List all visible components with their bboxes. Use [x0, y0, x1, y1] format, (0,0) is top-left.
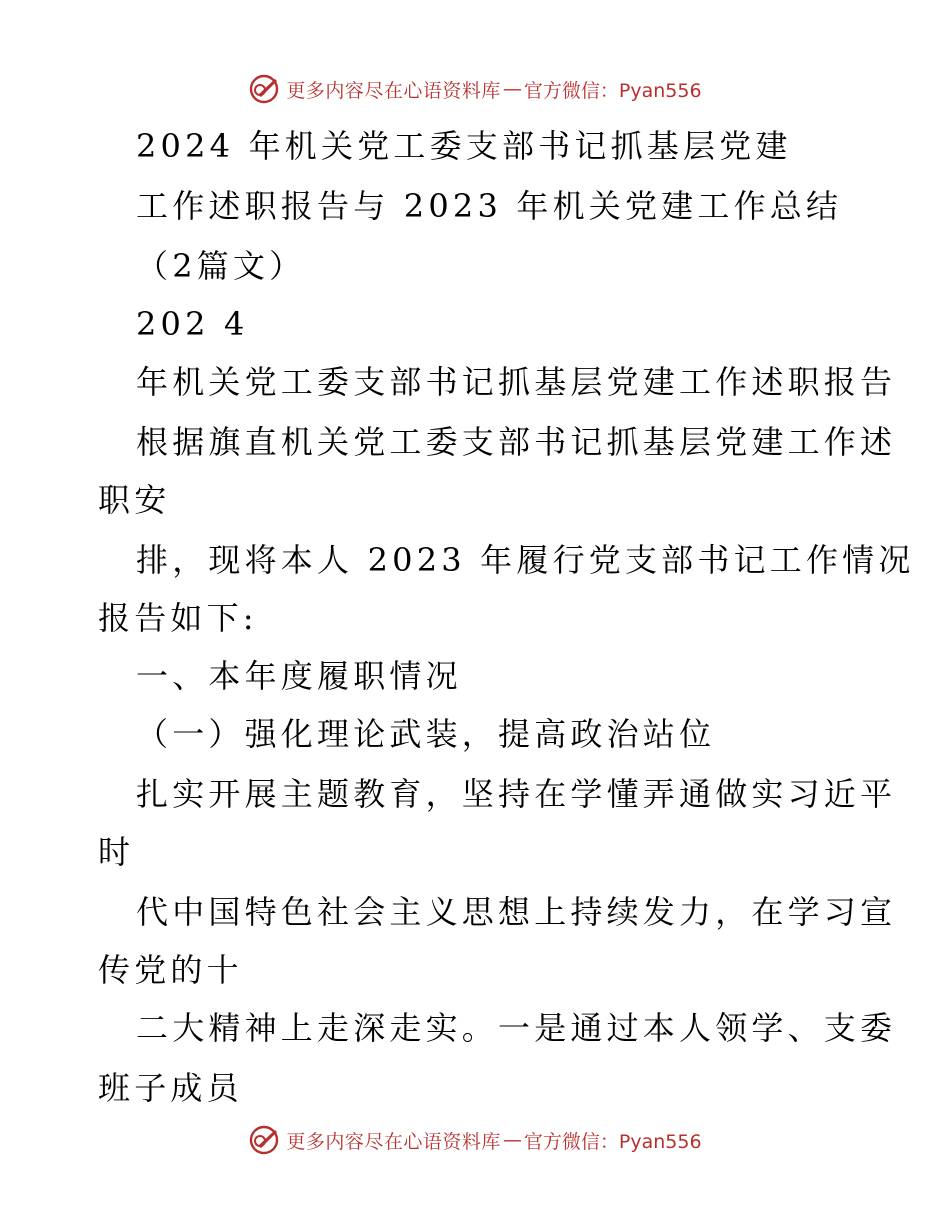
watermark-footer [0, 1122, 950, 1158]
text-line: 扎实开展主题教育，坚持在学懂弄通做实习近平 [136, 775, 897, 813]
heading-level-2: （一）强化理论武装，提高政治站位 [136, 715, 716, 753]
text-line: 传党的十 [98, 951, 243, 989]
watermark-wechat: 官方微信：Pyan556 [523, 79, 702, 102]
heading-level-1: 一、本年度履职情况 [136, 657, 462, 695]
watermark-text: 更多内容尽在心语资料库 [286, 79, 501, 102]
title-line-3: （2篇文） [136, 247, 306, 285]
watermark-wechat: 官方微信：Pyan556 [523, 1130, 702, 1153]
watermark-separator: — [502, 1129, 522, 1151]
section-title: 年机关党工委支部书记抓基层党建工作述职报告 [136, 363, 897, 401]
text-line: 报告如下: [98, 599, 258, 637]
text-line: 班子成员 [98, 1069, 243, 1107]
text-line: 二大精神上走深走实。一是通过本人领学、支委 [136, 1009, 897, 1047]
text-line: 时 [98, 833, 135, 871]
text-line: 根据旗直机关党工委支部书记抓基层党建工作述 [136, 423, 897, 461]
pen-logo-icon [248, 1124, 280, 1156]
pen-logo-icon [248, 73, 280, 105]
title-line-2: 工作述职报告与 2023 年机关党建工作总结 [136, 187, 843, 225]
text-line: 202 4 [136, 305, 249, 343]
watermark-text: 更多内容尽在心语资料库 [286, 1130, 501, 1153]
watermark-header [0, 71, 950, 107]
text-line: 排，现将本人 2023 年履行党支部书记工作情况 [136, 541, 915, 579]
watermark-separator: — [502, 78, 522, 100]
title-line-1: 2024 年机关党工委支部书记抓基层党建 [136, 127, 792, 165]
text-line: 职安 [98, 481, 171, 519]
text-line: 代中国特色社会主义思想上持续发力，在学习宣 [136, 893, 897, 931]
